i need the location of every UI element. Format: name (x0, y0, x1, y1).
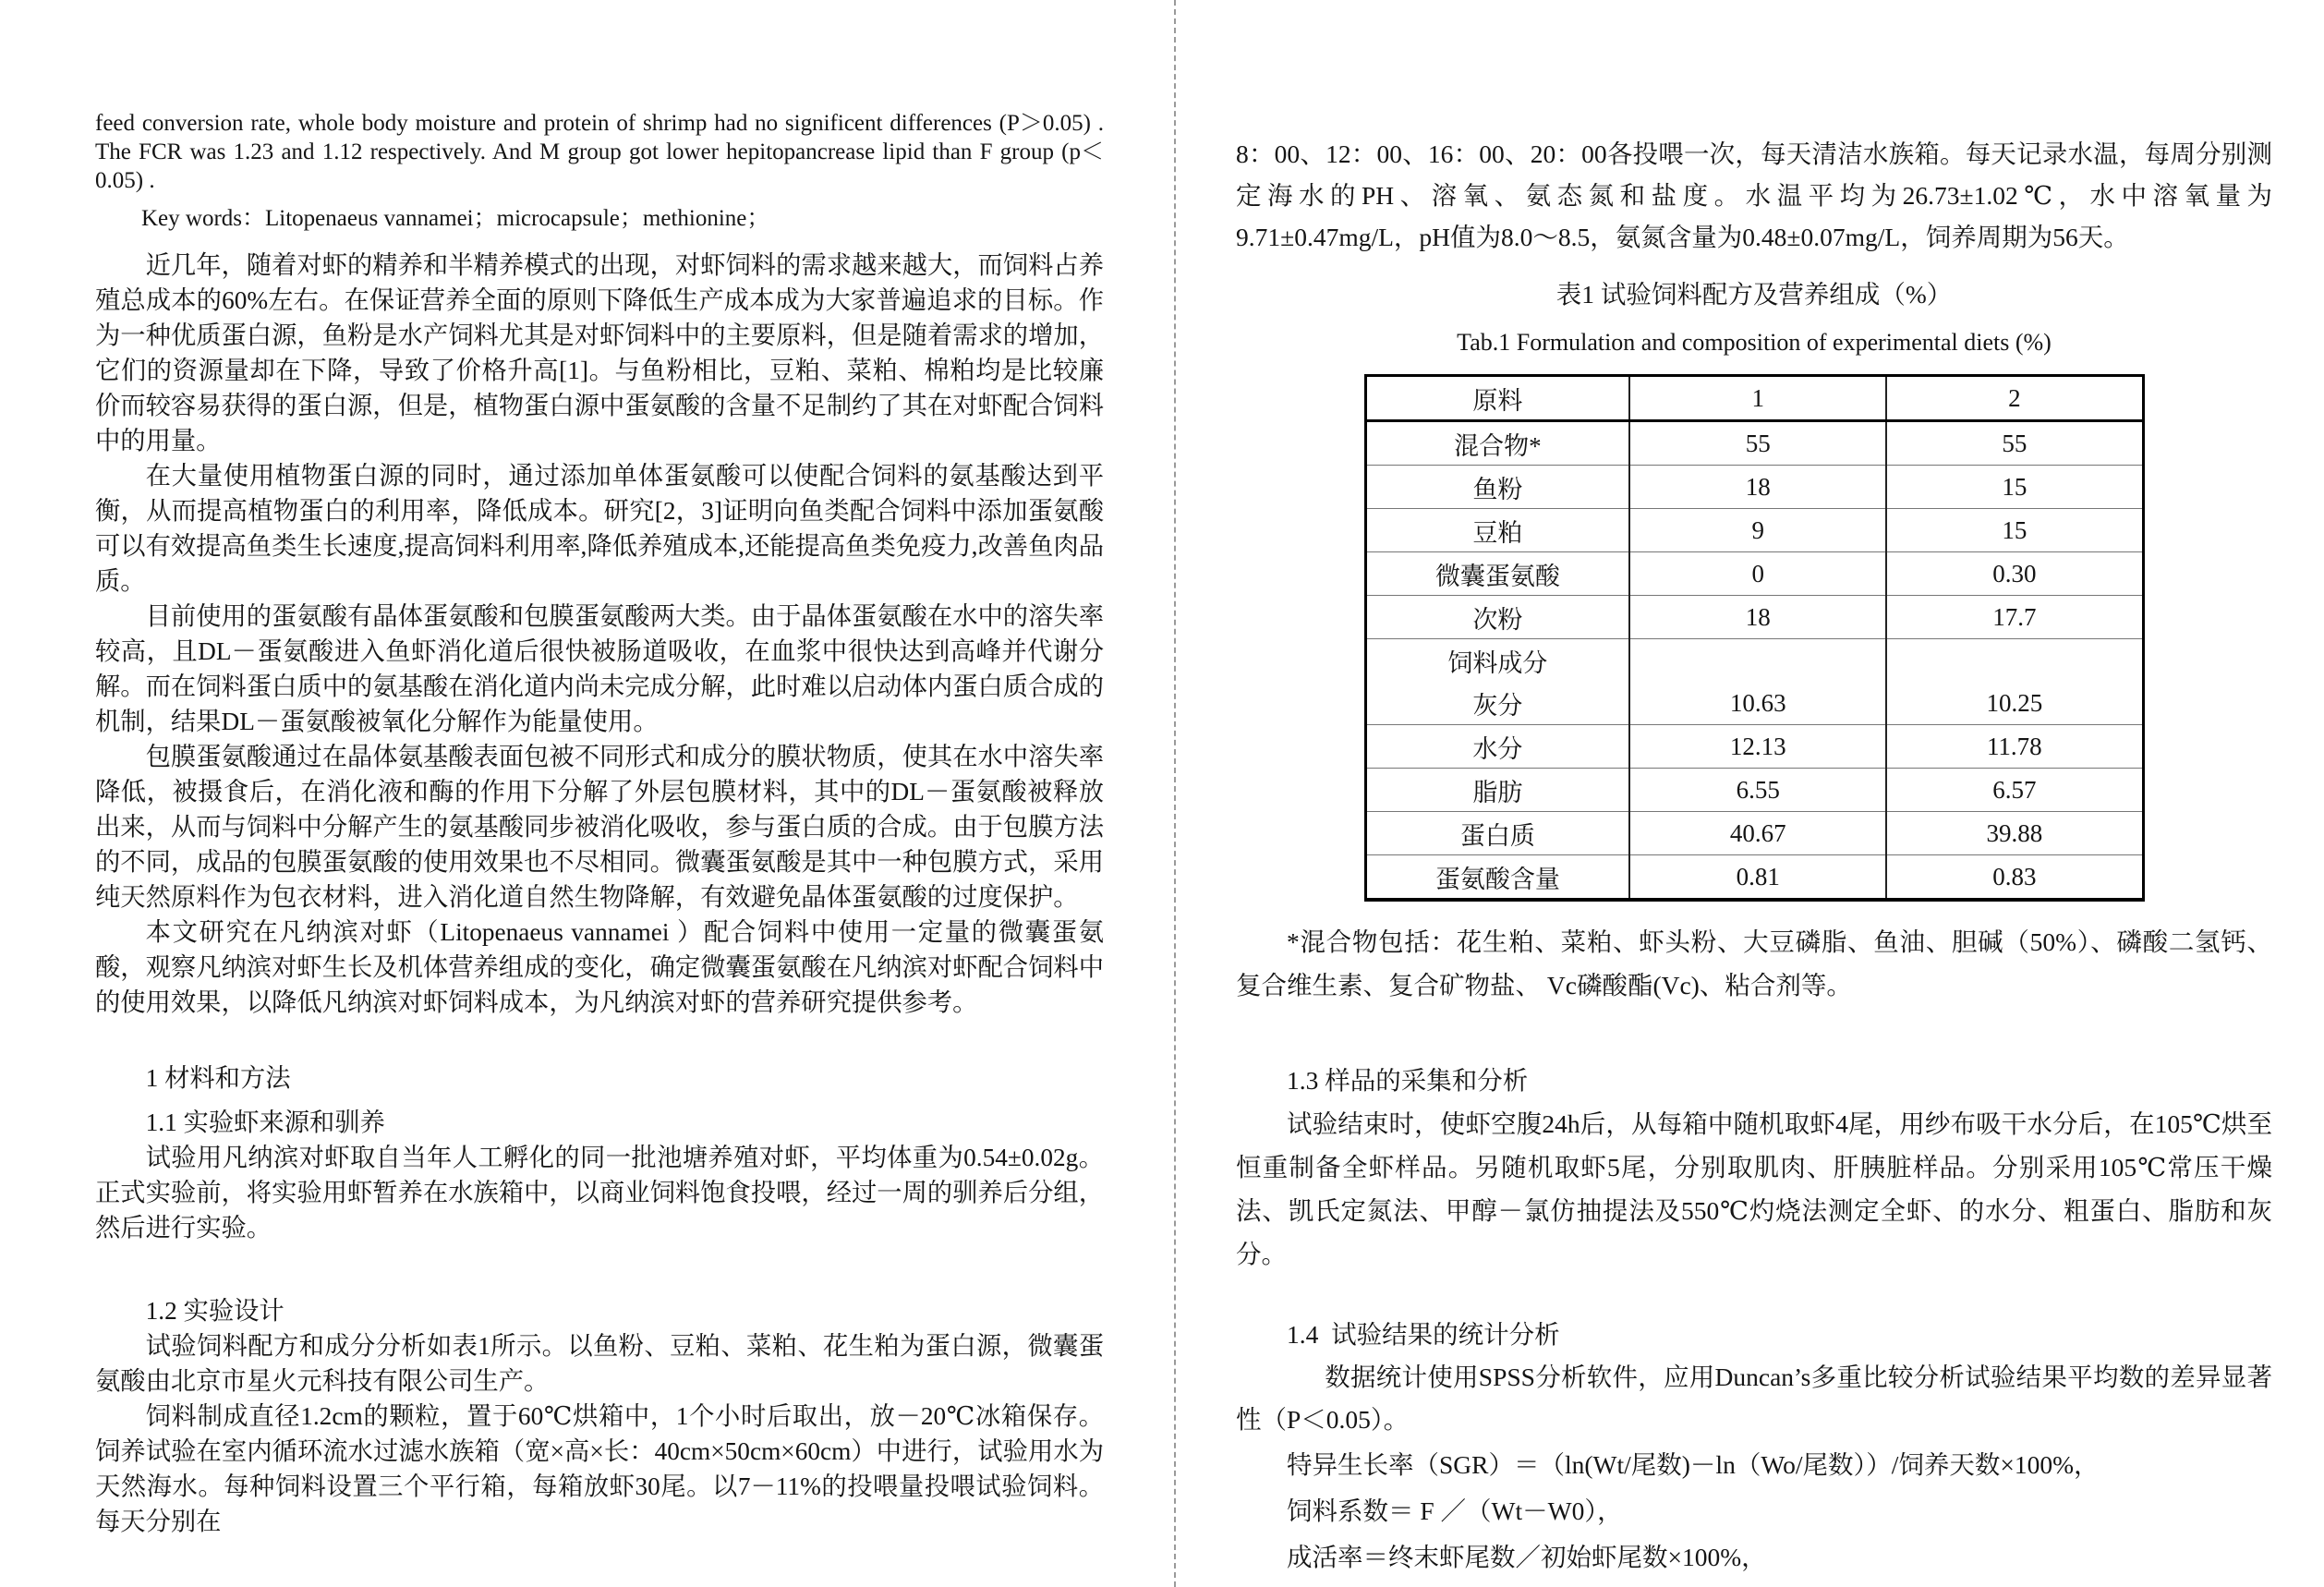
intro-paragraph: 本文研究在凡纳滨对虾（Litopenaeus vannamei ）配合饲料中使用一定量的微囊蛋氨酸，观察凡纳滨对虾生长及机体营养组成的变化，确定微囊蛋氨酸在凡纳滨对虾配合饲料中的使用效果，以降低凡纳滨对虾饲料成本，为凡纳滨对虾的营养研究提供参考。 (95, 918, 1104, 1016)
ingredient-cell: 鱼粉 (1365, 466, 1629, 509)
diet1-cell: 0.81 (1629, 855, 1886, 901)
formula-survival: 成活率＝终末虾尾数／初始虾尾数×100%， (1287, 1543, 1767, 1571)
diet2-cell: 11.78 (1886, 725, 2143, 769)
table-title-zh: 表1 试验饲料配方及营养组成（%） (1555, 280, 1953, 309)
table-row-composition-label (1365, 639, 2143, 683)
table-title-en: Tab.1 Formulation and composition of experimental diets (%) (1457, 329, 2052, 356)
intro-paragraph: 包膜蛋氨酸通过在晶体氨基酸表面包被不同形式和成分的膜状物质，使其在水中溶失率降低，被摄食后，在消化液和酶的作用下分解了外层包膜材料，其中的DL－蛋氨酸被释放出来，从而与饲料中分解产生的氨基酸同步被消化吸收，参与蛋白质的合成。由于包膜方法的不同，成品的包膜蛋氨酸的使用效果也不尽相同。微囊蛋氨酸是其中一种包膜方式，采用纯天然原料作为包衣材料，进入消化道自然生物降解，有效避免晶体蛋氨酸的过度保护。 (95, 743, 1104, 911)
paragraph-feeding-setup: 饲料制成直径1.2cm的颗粒，置于60℃烘箱中，1个小时后取出，放－20℃冰箱保存。饲养试验在室内循环流水过滤水族箱（宽×高×长：40cm×50cm×60cm）中进行，试验用水为天然海水。每种饲料设置三个平行箱，每箱放虾30尾。以7－11%的投喂量投喂试验饲料。每天分别在 (95, 1402, 1104, 1535)
diet1-cell: 0 (1629, 552, 1886, 596)
ingredient-cell: 脂肪 (1365, 769, 1629, 812)
table-row (1365, 812, 2143, 855)
table-header-row (1365, 376, 2143, 421)
diet1-cell: 10.63 (1629, 682, 1886, 725)
ingredient-cell: 混合物* (1365, 421, 1629, 466)
diet2-cell: 0.30 (1886, 552, 2143, 596)
right-page (1236, 109, 2272, 1580)
paragraph-sampling: 试验结束时，使虾空腹24h后，从每箱中随机取虾4尾，用纱布吸干水分后，在105℃烘至恒重制备全虾样品。另随机取虾5尾，分别取肌肉、肝胰脏样品。分别采用105℃常压干燥法、凯氏定氮法、甲醇－氯仿抽提法及550℃灼烧法测定全虾、的水分、粗蛋白、脂肪和灰分。 (1236, 1109, 2272, 1268)
ingredient-cell: 灰分 (1365, 682, 1629, 725)
ingredient-cell: 蛋白质 (1365, 812, 1629, 855)
table-row (1365, 509, 2143, 552)
section-heading-materials: 1 材料和方法 (145, 1064, 291, 1092)
table-footnote: *混合物包括：花生粕、菜粕、虾头粉、大豆磷脂、鱼油、胆碱（50%）、磷酸二氢钙、复合维生素、复合矿物盐、 Vc磷酸酯(Vc)、粘合剂等。 (1236, 927, 2272, 999)
paragraph-shrimp-source: 试验用凡纳滨对虾取自当年人工孵化的同一批池塘养殖对虾，平均体重为0.54±0.02g。正式实验前，将实验用虾暂养在水族箱中，以商业饲料饱食投喂，经过一周的驯养后分组，然后进行实验。 (95, 1144, 1104, 1242)
ingredient-cell: 次粉 (1365, 596, 1629, 639)
diet1-cell: 12.13 (1629, 725, 1886, 769)
diet2-cell: 15 (1886, 509, 2143, 552)
diet2-cell: 6.57 (1886, 769, 2143, 812)
intro-paragraph: 在大量使用植物蛋白源的同时，通过添加单体蛋氨酸可以使配合饲料的氨基酸达到平衡，从而提高植物蛋白的利用率，降低成本。研究[2，3]证明向鱼类配合饲料中添加蛋氨酸可以有效提高鱼类生长速度,提高饲料利用率,降低养殖成本,还能提高鱼类免疫力,改善鱼肉品质。 (95, 462, 1104, 595)
ingredient-cell: 蛋氨酸含量 (1365, 855, 1629, 901)
ingredient-cell: 微囊蛋氨酸 (1365, 552, 1629, 596)
left-page (95, 109, 1104, 1539)
header-diet-2: 2 (1886, 376, 2143, 421)
table-row (1365, 725, 2143, 769)
table-row (1365, 596, 2143, 639)
ingredient-cell: 饲料成分 (1365, 639, 1629, 683)
diet1-cell: 55 (1629, 421, 1886, 466)
section-heading-1-4: 1.4 试验结果的统计分析 (1287, 1320, 1560, 1349)
table-row (1365, 421, 2143, 466)
paragraph-diet-design: 试验饲料配方和成分分析如表1所示。以鱼粉、豆粕、菜粕、花生粕为蛋白源，微囊蛋氨酸由北京市星火元科技有限公司生产。 (95, 1332, 1104, 1395)
table-row (1365, 552, 2143, 596)
keywords-line: Key words：Litopenaeus vannamei；microcapsule；methionine； (141, 206, 770, 231)
diet1-cell (1629, 639, 1886, 683)
diet2-cell: 39.88 (1886, 812, 2143, 855)
formula-sgr: 特异生长率（SGR）＝（ln(Wt/尾数)－ln（Wo/尾数））/饲养天数×100%， (1287, 1450, 2100, 1479)
diet1-cell: 18 (1629, 596, 1886, 639)
abstract-english: feed conversion rate, whole body moisture and protein of shrimp had no significent differences (P＞0.05) . The FCR was 1.23 and 1.12 respectively. And M group got lower hepitopancrease lipid than F group (p＜0.05) . (95, 111, 1104, 193)
formula-fcr: 饲料系数＝ F ／（Wt－W0）， (1287, 1496, 1623, 1525)
page-divider (1174, 0, 1176, 1587)
paragraph-feeding-schedule: 8：00、12：00、16：00、20：00各投喂一次，每天清洁水族箱。每天记录水温，每周分别测定海水的PH、溶氧、氨态氮和盐度。水温平均为26.73±1.02℃，水中溶氧量为9.71±0.47mg/L，pH值为8.0～8.5，氨氮含量为0.48±0.07mg/L，饲养周期为56天。 (1236, 139, 2272, 251)
diet2-cell (1886, 639, 2143, 683)
table-row (1365, 682, 2143, 725)
ingredient-cell: 豆粕 (1365, 509, 1629, 552)
diet1-cell: 9 (1629, 509, 1886, 552)
diet1-cell: 40.67 (1629, 812, 1886, 855)
diet-formulation-table (1364, 374, 2145, 902)
table-row (1365, 466, 2143, 509)
header-ingredient: 原料 (1365, 376, 1629, 421)
table-row (1365, 855, 2143, 901)
diet1-cell: 6.55 (1629, 769, 1886, 812)
diet2-cell: 55 (1886, 421, 2143, 466)
ingredient-cell: 水分 (1365, 725, 1629, 769)
diet1-cell: 18 (1629, 466, 1886, 509)
diet2-cell: 10.25 (1886, 682, 2143, 725)
diet2-cell: 15 (1886, 466, 2143, 509)
diet2-cell: 0.83 (1886, 855, 2143, 901)
intro-paragraph: 近几年，随着对虾的精养和半精养模式的出现，对虾饲料的需求越来越大，而饲料占养殖总成本的60%左右。在保证营养全面的原则下降低生产成本成为大家普遍追求的目标。作为一种优质蛋白源，鱼粉是水产饲料尤其是对虾饲料中的主要原料，但是随着需求的增加，它们的资源量却在下降，导致了价格升高[1]。与鱼粉相比，豆粕、菜粕、棉粕均是比较廉价而较容易获得的蛋白源，但是，植物蛋白源中蛋氨酸的含量不足制约了其在对虾配合饲料中的用量。 (95, 251, 1104, 454)
section-heading-1-1: 1.1 实验虾来源和驯养 (145, 1108, 385, 1136)
table-row (1365, 769, 2143, 812)
paragraph-statistics: 数据统计使用SPSS分析软件，应用Duncan’s多重比较分析试验结果平均数的差异显著性（P＜0.05）。 (1236, 1363, 2272, 1434)
diet2-cell: 17.7 (1886, 596, 2143, 639)
header-diet-1: 1 (1629, 376, 1886, 421)
intro-paragraph: 目前使用的蛋氨酸有晶体蛋氨酸和包膜蛋氨酸两大类。由于晶体蛋氨酸在水中的溶失率较高，且DL－蛋氨酸进入鱼虾消化道后很快被肠道吸收，在血浆中很快达到高峰并代谢分解。而在饲料蛋白质中的氨基酸在消化道内尚未完成分解，此时难以启动体内蛋白质合成的机制，结果DL－蛋氨酸被氧化分解作为能量使用。 (95, 602, 1104, 735)
section-heading-1-3: 1.3 样品的采集和分析 (1287, 1066, 1529, 1095)
section-heading-1-2: 1.2 实验设计 (145, 1297, 284, 1325)
